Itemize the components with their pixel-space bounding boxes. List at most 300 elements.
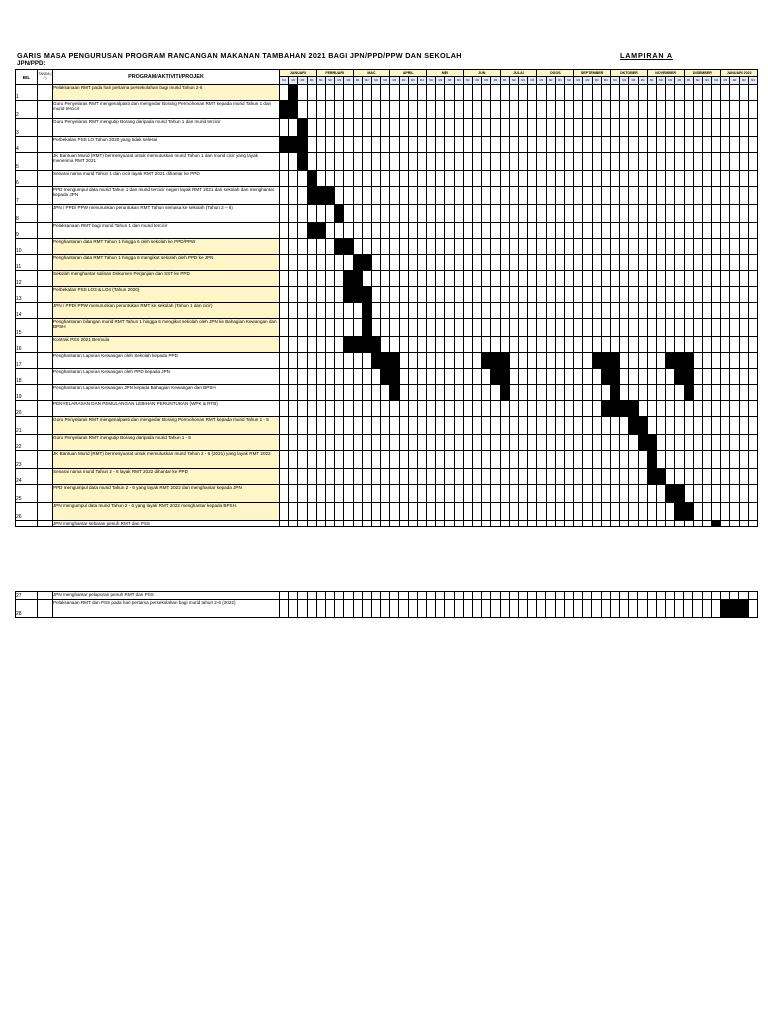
timeline-cell — [748, 385, 757, 401]
timeline-cell — [417, 303, 426, 319]
row-number: 5 — [16, 153, 38, 171]
timeline-cell — [280, 600, 289, 618]
tanda-checkbox-cell[interactable] — [38, 319, 53, 337]
timeline-cell — [325, 137, 334, 153]
timeline-cell — [574, 239, 583, 255]
tanda-checkbox-cell[interactable] — [38, 337, 53, 353]
activity-description: Guru Penyelaras RMT mengutip Borang daripada murid Tahun 1 dan murid tercicir — [53, 119, 280, 137]
timeline-cell — [399, 369, 408, 385]
timeline-cell — [436, 401, 445, 417]
timeline-cell — [371, 385, 380, 401]
timeline-cell — [712, 451, 721, 469]
week-header: M3 — [445, 77, 454, 85]
timeline-cell — [335, 435, 344, 451]
timeline-cell — [482, 205, 491, 223]
timeline-cell — [427, 255, 436, 271]
timeline-cell — [427, 205, 436, 223]
timeline-cell — [528, 239, 537, 255]
tanda-checkbox-cell[interactable] — [38, 271, 53, 287]
timeline-cell — [620, 223, 629, 239]
timeline-cell — [325, 303, 334, 319]
timeline-cell — [381, 337, 390, 353]
timeline-cell — [675, 119, 684, 137]
tanda-checkbox-cell[interactable] — [38, 417, 53, 435]
timeline-cell — [500, 205, 509, 223]
timeline-cell — [583, 271, 592, 287]
timeline-cell — [436, 287, 445, 303]
timeline-cell — [629, 385, 638, 401]
week-header: M1 — [610, 77, 619, 85]
timeline-cell — [684, 401, 693, 417]
timeline-cell — [666, 417, 675, 435]
timeline-cell — [509, 353, 518, 369]
timeline-cell — [509, 255, 518, 271]
timeline-cell — [353, 592, 362, 600]
timeline-cell — [417, 337, 426, 353]
timeline-cell — [408, 255, 417, 271]
timeline-cell — [555, 417, 564, 435]
timeline-cell — [408, 239, 417, 255]
timeline-cell — [656, 417, 665, 435]
timeline-cell — [427, 223, 436, 239]
timeline-cell — [427, 369, 436, 385]
timeline-cell — [519, 503, 528, 521]
timeline-cell — [445, 451, 454, 469]
timeline-cell — [693, 119, 702, 137]
timeline-cell — [454, 187, 463, 205]
timeline-cell — [427, 171, 436, 187]
tanda-checkbox-cell[interactable] — [38, 223, 53, 239]
timeline-cell — [537, 303, 546, 319]
timeline-cell — [537, 451, 546, 469]
timeline-cell — [721, 119, 730, 137]
tanda-checkbox-cell[interactable] — [38, 171, 53, 187]
timeline-cell — [445, 435, 454, 451]
timeline-cell — [491, 303, 500, 319]
tanda-checkbox-cell[interactable] — [38, 435, 53, 451]
timeline-cell — [666, 153, 675, 171]
timeline-cell — [463, 319, 472, 337]
timeline-cell — [592, 469, 601, 485]
timeline-cell — [362, 223, 371, 239]
activity-description: JPN mengumpul data murid Tahun 2 - 6 yang layak RMT 2022 menghantar kepada BPSH. — [53, 503, 280, 521]
timeline-cell — [748, 171, 757, 187]
timeline-cell — [610, 337, 619, 353]
timeline-cell — [436, 101, 445, 119]
timeline-cell — [371, 417, 380, 435]
timeline-cell — [601, 600, 610, 618]
tanda-checkbox-cell[interactable] — [38, 255, 53, 271]
timeline-cell — [656, 485, 665, 503]
timeline-cell — [307, 600, 316, 618]
timeline-cell — [335, 451, 344, 469]
tanda-checkbox-cell[interactable] — [38, 469, 53, 485]
row-number: 22 — [16, 435, 38, 451]
timeline-bar-cell — [601, 369, 610, 385]
timeline-cell — [325, 223, 334, 239]
timeline-cell — [335, 401, 344, 417]
timeline-cell — [546, 417, 555, 435]
timeline-cell — [472, 592, 481, 600]
timeline-cell — [574, 271, 583, 287]
timeline-cell — [684, 337, 693, 353]
timeline-cell — [417, 271, 426, 287]
timeline-cell — [564, 239, 573, 255]
timeline-cell — [454, 271, 463, 287]
timeline-cell — [620, 521, 629, 527]
timeline-cell — [666, 85, 675, 101]
timeline-cell — [408, 600, 417, 618]
week-header: M2 — [473, 77, 482, 85]
timeline-cell — [408, 503, 417, 521]
timeline-cell — [574, 600, 583, 618]
timeline-cell — [473, 287, 482, 303]
timeline-cell — [436, 353, 445, 369]
timeline-cell — [748, 503, 757, 521]
timeline-cell — [427, 119, 436, 137]
row-number: 11 — [16, 255, 38, 271]
tanda-checkbox-cell[interactable] — [38, 600, 53, 618]
timeline-cell — [463, 239, 472, 255]
timeline-cell — [748, 85, 757, 101]
timeline-cell — [399, 271, 408, 287]
timeline-bar-cell — [307, 171, 316, 187]
timeline-cell — [638, 485, 647, 503]
timeline-cell — [399, 503, 408, 521]
timeline-cell — [445, 319, 454, 337]
timeline-cell — [555, 521, 564, 527]
timeline-cell — [445, 239, 454, 255]
week-header: M4 — [528, 77, 537, 85]
timeline-cell — [592, 385, 601, 401]
timeline-cell — [445, 592, 454, 600]
timeline-cell — [739, 205, 748, 223]
timeline-cell — [473, 119, 482, 137]
timeline-bar-cell — [601, 353, 610, 369]
timeline-cell — [555, 337, 564, 353]
timeline-cell — [528, 401, 537, 417]
timeline-cell — [555, 119, 564, 137]
timeline-cell — [592, 101, 601, 119]
timeline-cell — [748, 417, 757, 435]
timeline-cell — [555, 353, 564, 369]
timeline-cell — [702, 435, 711, 451]
row-number: 25 — [16, 485, 38, 503]
timeline-cell — [555, 85, 564, 101]
timeline-cell — [289, 119, 298, 137]
timeline-cell — [482, 171, 491, 187]
timeline-cell — [656, 255, 665, 271]
timeline-cell — [629, 223, 638, 239]
timeline-cell — [693, 435, 702, 451]
tanda-checkbox-cell[interactable] — [38, 592, 53, 600]
timeline-cell — [675, 85, 684, 101]
timeline-cell — [509, 369, 518, 385]
timeline-cell — [592, 303, 601, 319]
timeline-cell — [362, 435, 371, 451]
row-number — [16, 521, 38, 527]
tanda-checkbox-cell[interactable] — [38, 303, 53, 319]
timeline-cell — [656, 171, 665, 187]
month-header: JUN — [463, 70, 500, 77]
timeline-cell — [712, 485, 721, 503]
timeline-cell — [482, 137, 491, 153]
timeline-cell — [427, 187, 436, 205]
timeline-cell — [325, 205, 334, 223]
week-header: M3 — [482, 77, 491, 85]
tanda-checkbox-cell[interactable] — [38, 137, 53, 153]
week-header: M4 — [638, 77, 647, 85]
timeline-cell — [344, 435, 353, 451]
timeline-cell — [307, 503, 316, 521]
timeline-cell — [574, 503, 583, 521]
timeline-cell — [620, 417, 629, 435]
timeline-cell — [712, 417, 721, 435]
timeline-cell — [371, 153, 380, 171]
timeline-cell — [656, 223, 665, 239]
tanda-checkbox-cell[interactable] — [38, 451, 53, 469]
timeline-cell — [620, 137, 629, 153]
timeline-cell — [638, 205, 647, 223]
timeline-cell — [353, 369, 362, 385]
week-header: M4 — [491, 77, 500, 85]
timeline-cell — [298, 337, 307, 353]
timeline-cell — [509, 287, 518, 303]
timeline-cell — [454, 239, 463, 255]
timeline-cell — [519, 485, 528, 503]
timeline-cell — [482, 521, 491, 527]
timeline-cell — [417, 137, 426, 153]
week-header: M3 — [335, 77, 344, 85]
timeline-cell — [399, 255, 408, 271]
timeline-cell — [473, 187, 482, 205]
tanda-checkbox-cell[interactable] — [38, 85, 53, 101]
timeline-cell — [491, 223, 500, 239]
timeline-cell — [601, 271, 610, 287]
timeline-cell — [675, 239, 684, 255]
timeline-cell — [693, 137, 702, 153]
timeline-cell — [325, 469, 334, 485]
tanda-checkbox-cell[interactable] — [38, 485, 53, 503]
activity-row — [16, 85, 758, 101]
timeline-cell — [583, 287, 592, 303]
activity-row — [16, 287, 758, 303]
timeline-cell — [399, 469, 408, 485]
timeline-cell — [592, 287, 601, 303]
tanda-checkbox-cell[interactable] — [38, 119, 53, 137]
timeline-cell — [528, 303, 537, 319]
timeline-cell — [739, 137, 748, 153]
activity-description: Sekolah menghantar salinan Dokumen Perjanjian dan SST ke PPD — [53, 271, 280, 287]
timeline-cell — [325, 119, 334, 137]
timeline-cell — [491, 521, 500, 527]
timeline-cell — [509, 401, 518, 417]
timeline-cell — [666, 435, 675, 451]
tanda-checkbox-cell[interactable] — [38, 205, 53, 223]
timeline-bar-cell — [721, 600, 730, 618]
timeline-cell — [408, 319, 417, 337]
timeline-cell — [325, 85, 334, 101]
timeline-cell — [362, 85, 371, 101]
timeline-cell — [555, 369, 564, 385]
timeline-cell — [730, 255, 739, 271]
timeline-cell — [564, 271, 573, 287]
timeline-cell — [344, 417, 353, 435]
timeline-cell — [629, 205, 638, 223]
timeline-cell — [583, 369, 592, 385]
activity-description: Pelaksanaan RMT bagi murid Tahun 1 dan murid tercicir — [53, 223, 280, 239]
tanda-checkbox-cell[interactable] — [38, 521, 53, 527]
timeline-cell — [702, 469, 711, 485]
timeline-cell — [482, 223, 491, 239]
timeline-cell — [427, 153, 436, 171]
tanda-checkbox-cell[interactable] — [38, 287, 53, 303]
tanda-checkbox-cell[interactable] — [38, 239, 53, 255]
timeline-cell — [280, 319, 289, 337]
timeline-cell — [610, 521, 619, 527]
timeline-cell — [307, 205, 316, 223]
tanda-checkbox-cell[interactable] — [38, 187, 53, 205]
timeline-cell — [454, 369, 463, 385]
tanda-checkbox-cell[interactable] — [38, 101, 53, 119]
timeline-cell — [528, 337, 537, 353]
timeline-cell — [620, 287, 629, 303]
timeline-bar-cell — [280, 101, 289, 119]
timeline-cell — [592, 85, 601, 101]
timeline-cell — [399, 319, 408, 337]
timeline-cell — [675, 303, 684, 319]
timeline-cell — [721, 223, 730, 239]
timeline-cell — [601, 171, 610, 187]
timeline-cell — [583, 337, 592, 353]
timeline-cell — [344, 353, 353, 369]
timeline-cell — [509, 485, 518, 503]
timeline-cell — [307, 319, 316, 337]
timeline-cell — [555, 435, 564, 451]
row-number: 1 — [16, 85, 38, 101]
timeline-cell — [537, 337, 546, 353]
timeline-cell — [684, 592, 693, 600]
timeline-cell — [436, 369, 445, 385]
month-header: OKTOBER — [610, 70, 647, 77]
timeline-cell — [702, 385, 711, 401]
timeline-cell — [344, 205, 353, 223]
timeline-cell — [491, 187, 500, 205]
timeline-bar-cell — [362, 337, 371, 353]
timeline-cell — [417, 223, 426, 239]
timeline-cell — [371, 223, 380, 239]
tanda-checkbox-cell[interactable] — [38, 153, 53, 171]
week-header: M4 — [417, 77, 426, 85]
timeline-cell — [298, 239, 307, 255]
timeline-cell — [519, 353, 528, 369]
activity-description: Penghantaran data RMT Tahun 1 hingga 6 mengikut sekolah oleh PPD ke JPN — [53, 255, 280, 271]
timeline-cell — [537, 153, 546, 171]
timeline-cell — [519, 451, 528, 469]
timeline-cell — [417, 435, 426, 451]
timeline-cell — [298, 101, 307, 119]
timeline-cell — [399, 385, 408, 401]
timeline-cell — [693, 85, 702, 101]
timeline-cell — [693, 451, 702, 469]
tanda-checkbox-cell[interactable] — [38, 385, 53, 401]
timeline-cell — [353, 223, 362, 239]
activity-description: Pelaksanaan RMT pada hari pertama persekolahan bagi murid Tahun 2-6 — [53, 85, 280, 101]
activity-description: Senarai nama murid Tahun 1 dan cicir layak RMT 2021 dihantar ke PPD — [53, 171, 280, 187]
timeline-cell — [638, 401, 647, 417]
timeline-cell — [491, 401, 500, 417]
timeline-cell — [390, 485, 399, 503]
timeline-cell — [280, 369, 289, 385]
timeline-cell — [482, 451, 491, 469]
timeline-cell — [335, 287, 344, 303]
timeline-cell — [491, 503, 500, 521]
timeline-cell — [666, 187, 675, 205]
timeline-cell — [537, 469, 546, 485]
timeline-cell — [564, 485, 573, 503]
timeline-cell — [307, 592, 316, 600]
week-header: M1 — [316, 77, 325, 85]
timeline-cell — [454, 223, 463, 239]
timeline-cell — [335, 337, 344, 353]
timeline-cell — [702, 600, 711, 618]
timeline-cell — [610, 187, 619, 205]
timeline-cell — [491, 451, 500, 469]
timeline-cell — [555, 153, 564, 171]
timeline-cell — [528, 101, 537, 119]
timeline-cell — [684, 153, 693, 171]
timeline-cell — [537, 187, 546, 205]
timeline-cell — [555, 385, 564, 401]
timeline-cell — [519, 417, 528, 435]
timeline-cell — [500, 401, 509, 417]
row-number: 6 — [16, 171, 38, 187]
week-header: M2 — [289, 77, 298, 85]
timeline-cell — [454, 521, 463, 527]
timeline-cell — [610, 485, 619, 503]
tanda-checkbox-cell[interactable] — [38, 401, 53, 417]
timeline-bar-cell — [647, 469, 656, 485]
timeline-cell — [335, 417, 344, 435]
timeline-cell — [748, 205, 757, 223]
tanda-checkbox-cell[interactable] — [38, 503, 53, 521]
timeline-cell — [610, 287, 619, 303]
timeline-cell — [574, 401, 583, 417]
timeline-cell — [592, 137, 601, 153]
tanda-checkbox-cell[interactable] — [38, 353, 53, 369]
timeline-cell — [482, 271, 491, 287]
timeline-cell — [427, 417, 436, 435]
timeline-cell — [748, 485, 757, 503]
timeline-cell — [491, 239, 500, 255]
timeline-cell — [491, 319, 500, 337]
timeline-cell — [500, 153, 509, 171]
timeline-cell — [666, 303, 675, 319]
timeline-cell — [307, 101, 316, 119]
timeline-cell — [344, 137, 353, 153]
activity-row — [16, 451, 758, 469]
tanda-checkbox-cell[interactable] — [38, 369, 53, 385]
timeline-cell — [546, 401, 555, 417]
timeline-bar-cell — [666, 353, 675, 369]
row-number: 15 — [16, 319, 38, 337]
timeline-cell — [381, 592, 390, 600]
timeline-cell — [280, 503, 289, 521]
timeline-cell — [280, 239, 289, 255]
timeline-cell — [390, 451, 399, 469]
timeline-cell — [666, 319, 675, 337]
timeline-cell — [684, 255, 693, 271]
